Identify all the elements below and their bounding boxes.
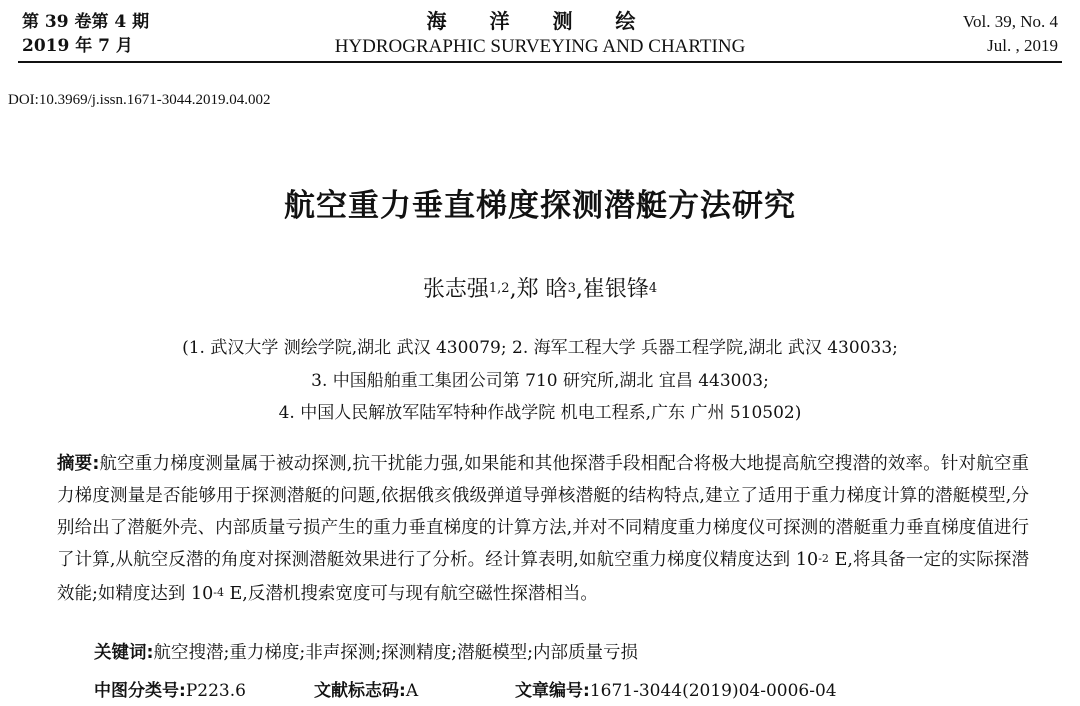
exponent: -2 <box>818 552 829 565</box>
paper-title: 航空重力垂直梯度探测潜艇方法研究 <box>284 188 796 224</box>
author-affil-mark: 3 <box>567 281 576 296</box>
keywords-text: 航空搜潜;重力梯度;非声探测;探测精度;潜艇模型;内部质量亏损 <box>153 643 638 663</box>
author-list: 张志强$^{1,2}$,郑 晗$^3$,崔银锋$^4$ <box>422 277 658 302</box>
document-code-label: 文献标志码: <box>314 681 406 701</box>
date-cn: 2019 年 7 月 <box>22 36 133 56</box>
affiliation-line: 4. 中国人民解放军陆军特种作战学院 机电工程系,广东 广州 510502) <box>278 403 802 423</box>
article-number-label: 文章编号: <box>515 681 590 701</box>
author-name: 崔银锋 <box>582 277 649 302</box>
article-number-value: 1671-3044(2019)04-0006-04 <box>589 681 837 701</box>
abstract-text: E,反潜机搜索宽度可与现有航空磁性探潜相当。 <box>223 584 598 604</box>
abstract-label: 摘要: <box>57 454 100 474</box>
doi: DOI:10.3969/j.issn.1671-3044.2019.04.002 <box>8 92 271 108</box>
author-affil-mark: 4 <box>648 281 658 296</box>
journal-name-en: HYDROGRAPHIC SURVEYING AND CHARTING <box>334 36 746 57</box>
abstract <box>57 448 1029 612</box>
date-en: Jul. , 2019 <box>987 36 1058 55</box>
affiliation-line: (1. 武汉大学 测绘学院,湖北 武汉 430079; 2. 海军工程大学 兵器工程学院,湖北 武汉 430033; <box>182 338 898 358</box>
keywords-label: 关键词: <box>94 643 154 663</box>
volume-issue-en: Vol. 39, No. 4 <box>962 12 1058 31</box>
running-header-center <box>0 8 1080 58</box>
volume-issue-cn: 第 39 卷第 4 期 <box>22 12 150 32</box>
abstract-text: 航空重力梯度测量属于被动探测,抗干扰能力强,如果能和其他探潜手段相配合将极大地提高航空搜潜的效率。针对航空重力梯度测量是否能够用于探测潜艇的问题,依据俄亥俄级弹道导弹核潜艇的结构特点,建立了适用于重力梯度计算的潜艇模型,分别给出了潜艇外壳、内部质量亏损产生的重力垂直梯度的计算方法,并对不同精度重力梯度仪可探测的潜艇重力垂直梯度值进行了计算,从航空反潜的角度对探测潜艇效果进行了分析。经计算表明,如航空重力梯度仪精度达到 10 <box>57 454 1030 570</box>
abstract-text: E,将具备一定的实际探潜效能;如精度达到 10 <box>57 550 1029 604</box>
document-code-value: A <box>405 681 419 701</box>
article-number <box>515 676 837 701</box>
author-name: 张志强 <box>422 277 489 302</box>
document-code <box>314 676 418 701</box>
clc-label: 中图分类号: <box>94 681 186 701</box>
clc-value: P223.6 <box>185 681 246 701</box>
header-rule <box>18 61 1062 63</box>
affiliation-line: 3. 中国船舶重工集团公司第 710 研究所,湖北 宜昌 443003; <box>311 371 769 391</box>
author-name: 郑 晗 <box>516 277 568 302</box>
journal-name-cn: 海 洋 测 绘 <box>426 9 654 33</box>
running-header-right <box>963 10 1058 58</box>
exponent: -4 <box>213 586 224 599</box>
clc-number <box>94 676 246 701</box>
keywords <box>94 639 638 664</box>
author-affil-mark: 1,2 <box>488 281 510 296</box>
